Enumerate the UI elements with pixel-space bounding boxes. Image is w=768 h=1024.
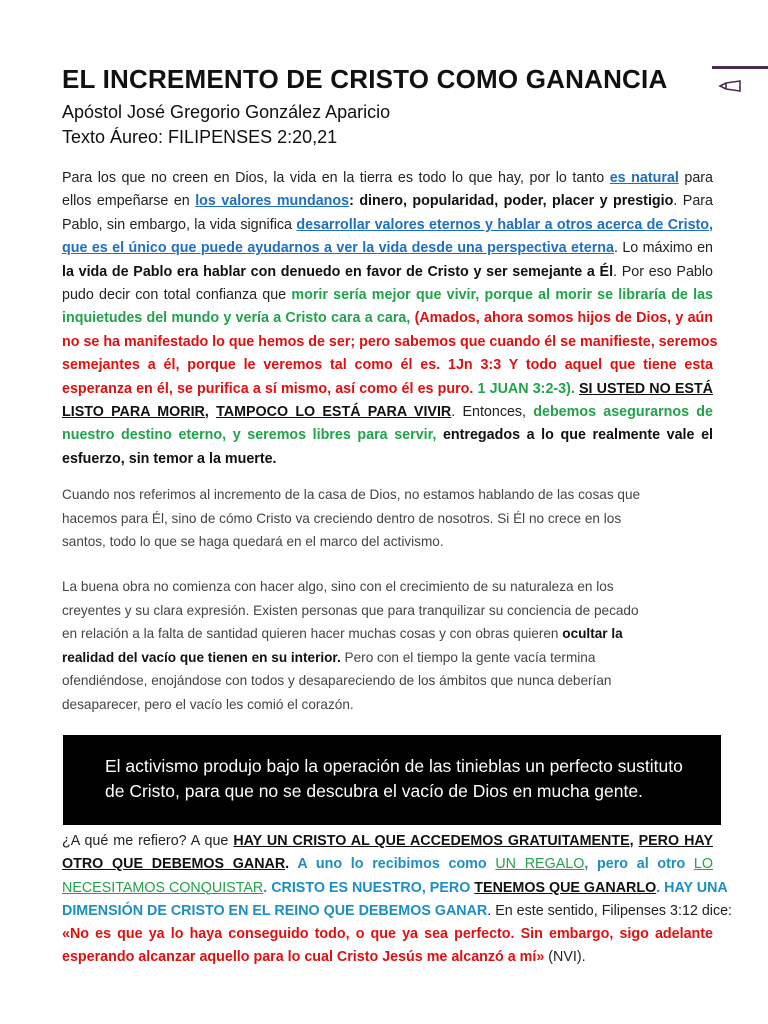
paragraph-good-work [62, 575, 712, 716]
bold-run: , [629, 833, 639, 849]
bold-run: la vida de Pablo era hablar con denuedo en favor de Cristo y ser semejante a Él [62, 263, 614, 280]
highlight-link: que es el único que puede ayudarnos a ver la vida desde una perspectiva eterna [62, 240, 614, 257]
text-line: ofendiéndose, enojándose con todos y desapareciendo de los ámbitos que nunca deberían [62, 673, 612, 688]
bold-run: realidad del vacío que tienen en su interior. [62, 649, 341, 665]
text-run: (NVI). [544, 949, 586, 966]
underlined-bold-run: SI USTED NO ESTÁ [579, 380, 713, 397]
text-run: . Lo máximo en [613, 240, 713, 257]
text-line: santos, todo lo que se haga quedará en el marco del activismo. [62, 534, 444, 549]
page-title: EL INCREMENTO DE CRISTO COMO GANANCIA [62, 64, 668, 94]
red-run: «No es que ya lo haya conseguido todo, o que ya sea perfecto. Sin embargo, sigo adelante [62, 926, 713, 943]
teal-run: . [263, 879, 272, 896]
teal-run: A uno lo recibimos como [297, 856, 496, 873]
underlined-bold-run: PERO HAY [638, 833, 713, 849]
underlined-bold-run: LISTO PARA MORIR [62, 404, 205, 421]
text-run: ellos empeñarse en [62, 193, 196, 210]
quote-line: El activismo produjo bajo la operación de las tinieblas un perfecto sustituto [105, 756, 683, 776]
teal-run: DIMENSIÓN DE CRISTO EN EL REINO QUE DEBEMOS GANAR [62, 902, 488, 919]
text-run: para [678, 170, 713, 186]
bold-run: . [285, 856, 298, 873]
text-run: Pablo, sin embargo, la vida significa [62, 216, 297, 233]
text-run: Pero con el tiempo la gente vacía termina [340, 649, 596, 665]
green-underlined-run: UN REGALO [495, 856, 585, 873]
green-run: nuestro destino eterno, y seremos libres para servir, [62, 427, 437, 444]
green-underlined-run: NECESITAMOS CONQUISTAR [62, 879, 264, 896]
teal-run: , pero al otro [584, 856, 694, 873]
paragraph-conclusion [62, 830, 733, 970]
red-run: esperando alcanzar aquello para lo cual Cristo Jesús me alcanzó a mí» [62, 949, 545, 966]
golden-text-reference: Texto Áureo: FILIPENSES 2:20,21 [62, 127, 338, 147]
green-run: 1 JUAN 3:2-3). [473, 380, 579, 397]
teal-run: HAY UNA [664, 879, 728, 896]
highlight-link: es natural [609, 170, 679, 186]
text-run: en relación a la falta de santidad quieren hacer muchas cosas y con obras quieren [62, 626, 563, 641]
bold-run: esfuerzo, sin temor a la muerte. [62, 450, 277, 467]
horn-icon [718, 78, 744, 94]
bold-run: ocultar la [562, 626, 623, 641]
teal-run: CRISTO ES NUESTRO, PERO [271, 879, 475, 896]
text-run: . Para [673, 193, 713, 210]
red-run: (Amados, ahora somos hijos de Dios, y aún [414, 310, 714, 327]
text-line: desaparecer, pero el vacío les comió el corazón. [62, 696, 354, 712]
text-run: . En este sentido, Filipenses 3:12 dice: [487, 902, 733, 919]
green-underlined-run: LO [693, 856, 713, 873]
text-line: creyentes y su clara expresión. Existen personas que para tranquilizar su conciencia de pecado [62, 602, 639, 618]
text-line: Cuando nos referimos al incremento de la casa de Dios, no estamos hablando de las cosas que [62, 487, 641, 502]
text-run: . Entonces, [451, 404, 534, 421]
text-run: . Por eso Pablo [613, 263, 714, 280]
highlight-link: desarrollar valores eternos y hablar a otros acerca de Cristo, [296, 216, 713, 233]
header-accent-line [712, 66, 768, 69]
underlined-bold-run: TAMPOCO LO ESTÁ PARA VIVIR [216, 404, 452, 421]
quote-box [63, 735, 721, 825]
highlight-link: los valores mundanos [195, 193, 350, 210]
bold-run: : dinero, popularidad, poder, placer y prestigio [349, 193, 674, 210]
paragraph-increment [62, 483, 712, 554]
green-run: inquietudes del mundo y vería a Cristo cara a cara, [62, 310, 415, 327]
underlined-bold-run: OTRO QUE DEBEMOS GANAR [62, 856, 286, 873]
underlined-bold-run: TENEMOS QUE GANARLO [474, 879, 657, 896]
underlined-bold-run: HAY UN CRISTO AL QUE ACCEDEMOS GRATUITAMENTE [233, 833, 630, 849]
bold-run: , [204, 404, 217, 421]
quote-line: de Cristo, para que no se descubra el vacío de Dios en mucha gente. [105, 781, 643, 801]
green-run: debemos asegurarnos de [533, 404, 713, 421]
bold-run: entregados a lo que realmente vale el [436, 427, 713, 444]
text-run: Para los que no creen en Dios, la vida en la tierra es todo lo que hay, por lo tanto [62, 170, 610, 186]
text-run: pudo decir con total confianza que [62, 287, 292, 304]
text-line: La buena obra no comienza con hacer algo, sino con el crecimiento de su naturaleza en los [62, 579, 614, 594]
red-run: semejantes a él, porque le veremos tal como él es. 1Jn 3:3 Y todo aquel que tiene esta [62, 357, 713, 374]
teal-run: . [656, 879, 665, 896]
author-line: Apóstol José Gregorio González Aparicio [62, 102, 391, 122]
red-run: no se ha manifestado lo que hemos de ser; pero sabemos que cuando él se manifieste, seremos [62, 333, 718, 350]
text-line: hacemos para Él, sino de cómo Cristo va creciendo dentro de nosotros. Si Él no crece en los [62, 510, 622, 526]
text-run: ¿A qué me refiero? A que [62, 833, 234, 849]
paragraph-intro [62, 167, 718, 471]
red-run: esperanza en él, se purifica a sí mismo, así como él es puro. [62, 380, 474, 397]
green-run: morir sería mejor que vivir, porque al morir se libraría de las [291, 287, 713, 304]
